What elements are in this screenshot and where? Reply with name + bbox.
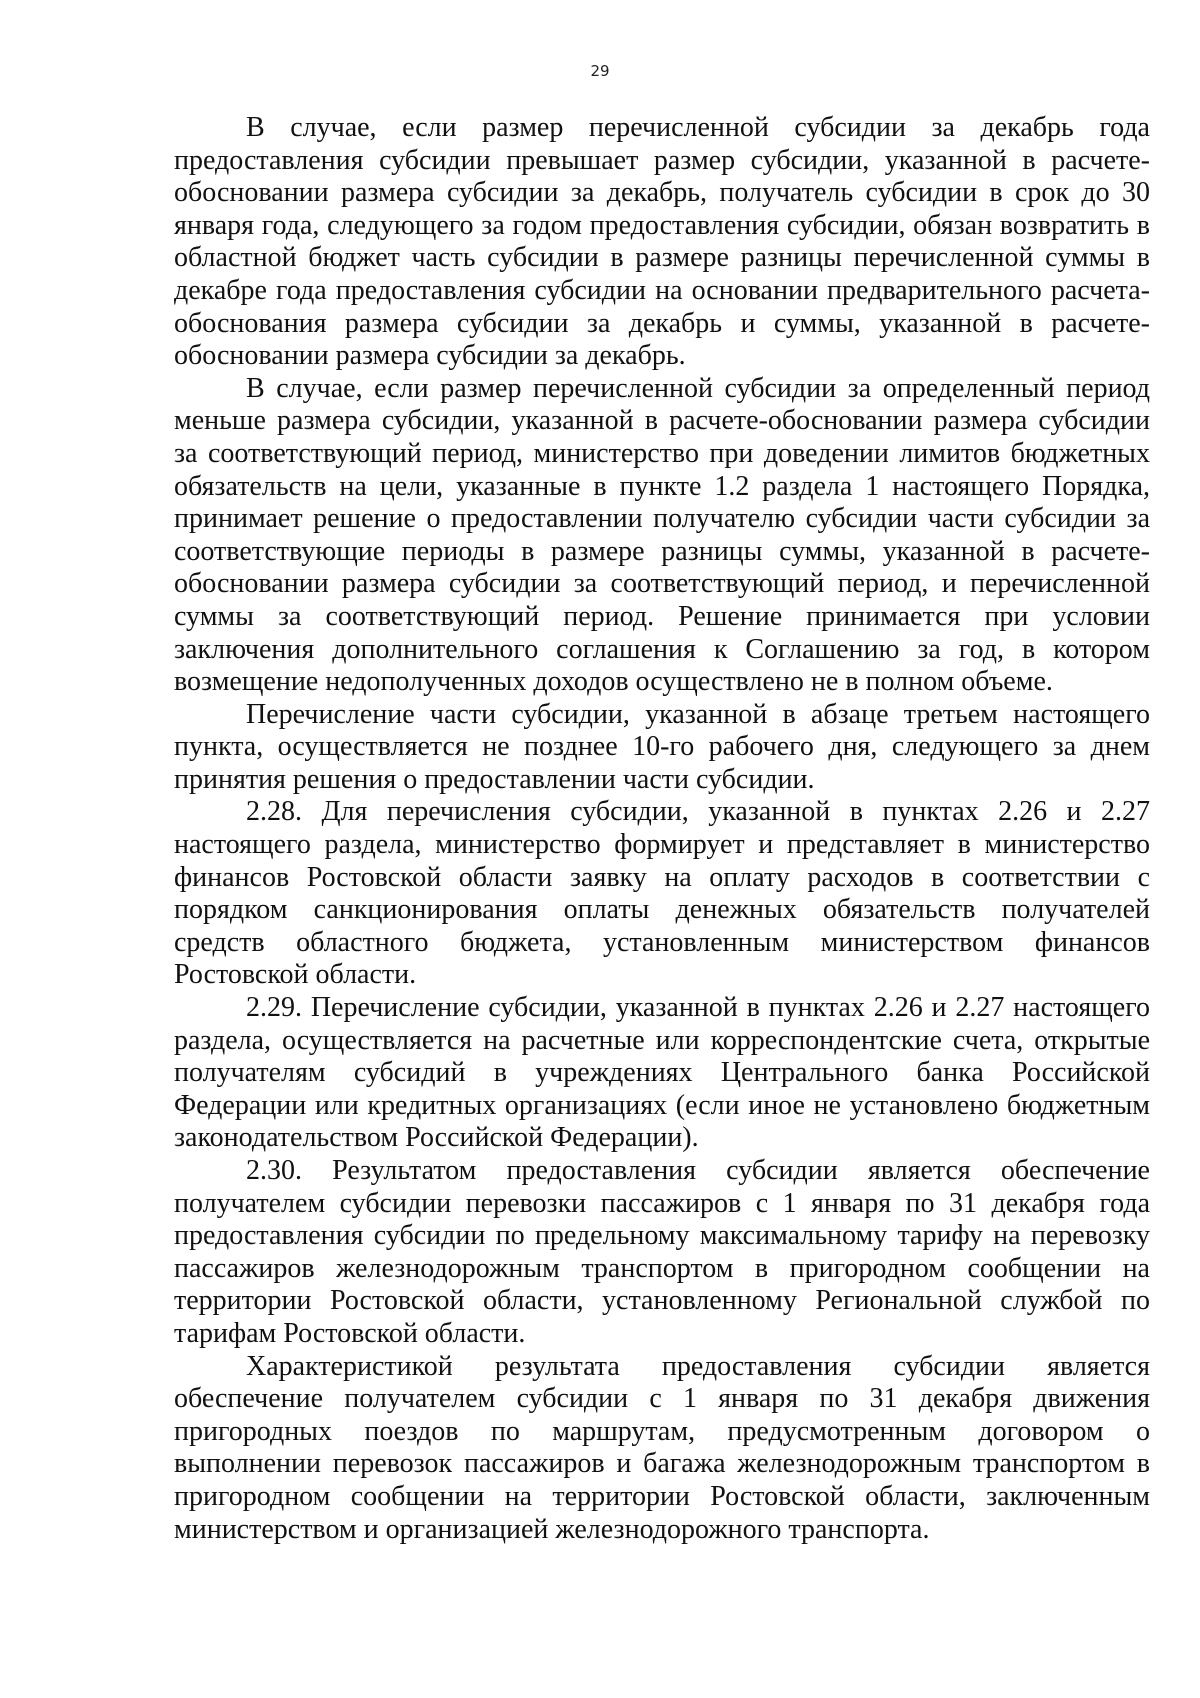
paragraph-transfer-deadline: Перечисление части субсидии, указанной в абзаце третьем настоящего пункта, осуществляется не позднее 10-го рабочего дня, следующего за днем принятия решения о предоставлении части субсидии. [174,698,1150,795]
paragraph-2-28: 2.28. Для перечисления субсидии, указанной в пунктах 2.26 и 2.27 настоящего раздела, министерство формирует и представляет в министерство финансов Ростовской области заявку на оплату расходов в соответствии с порядком санкционирования оплаты денежных обязательств получателей средств областного бюджета, установленным министерством финансов Ростовской области. [174,796,1150,991]
paragraph-2-29: 2.29. Перечисление субсидии, указанной в пунктах 2.26 и 2.27 настоящего раздела, осуществляется на расчетные или корреспондентские счета, открытые получателям субсидий в учреждениях Центрального банка Российской Федерации или кредитных организациях (если иное не установлено бюджетным законодательством Российской Федерации). [174,992,1150,1154]
document-body [174,112,1150,1546]
paragraph-underpaid-period: В случае, если размер перечисленной субсидии за определенный период меньше размера субсидии, указанной в расчете-обосновании размера субсидии за соответствующий период, министерство при доведении лимитов бюджетных обязательств на цели, указанные в пункте 1.2 раздела 1 настоящего Порядка, принимает решение о предоставлении получателю субсидии части субсидии за соответствующие периоды в размере разницы суммы, указанной в расчете-обосновании размера субсидии за соответствующий период, и перечисленной суммы за соответствующий период. Решение принимается при условии заключения дополнительного соглашения к Соглашению за год, в котором возмещение недополученных доходов осуществлено не в полном объеме. [174,372,1150,698]
page-number: 29 [590,62,610,80]
paragraph-result-characteristic: Характеристикой результата предоставления субсидии является обеспечение получателем субсидии с 1 января по 31 декабря движения пригородных поездов по маршрутам, предусмотренным договором о выполнении перевозок пассажиров и багажа железнодорожным транспортом в пригородном сообщении на территории Ростовской области, заключенным министерством и организацией железнодорожного транспорта. [174,1350,1150,1545]
paragraph-2-30: 2.30. Результатом предоставления субсидии является обеспечение получателем субсидии перевозки пассажиров с 1 января по 31 декабря года предоставления субсидии по предельному максимальному тарифу на перевозку пассажиров железнодорожным транспортом в пригородном сообщении на территории Ростовской области, установленному Региональной службой по тарифам Ростовской области. [174,1155,1150,1349]
paragraph-refund-december: В случае, если размер перечисленной субсидии за декабрь года предоставления субсидии превышает размер субсидии, указанной в расчете-обосновании размера субсидии за декабрь, получатель субсидии в срок до 30 января года, следующего за годом предоставления субсидии, обязан возвратить в областной бюджет часть субсидии в размере разницы перечисленной суммы в декабре года предоставления субсидии на основании предварительного расчета-обоснования размера субсидии за декабрь и суммы, указанной в расчете-обосновании размера субсидии за декабрь. [174,112,1150,372]
